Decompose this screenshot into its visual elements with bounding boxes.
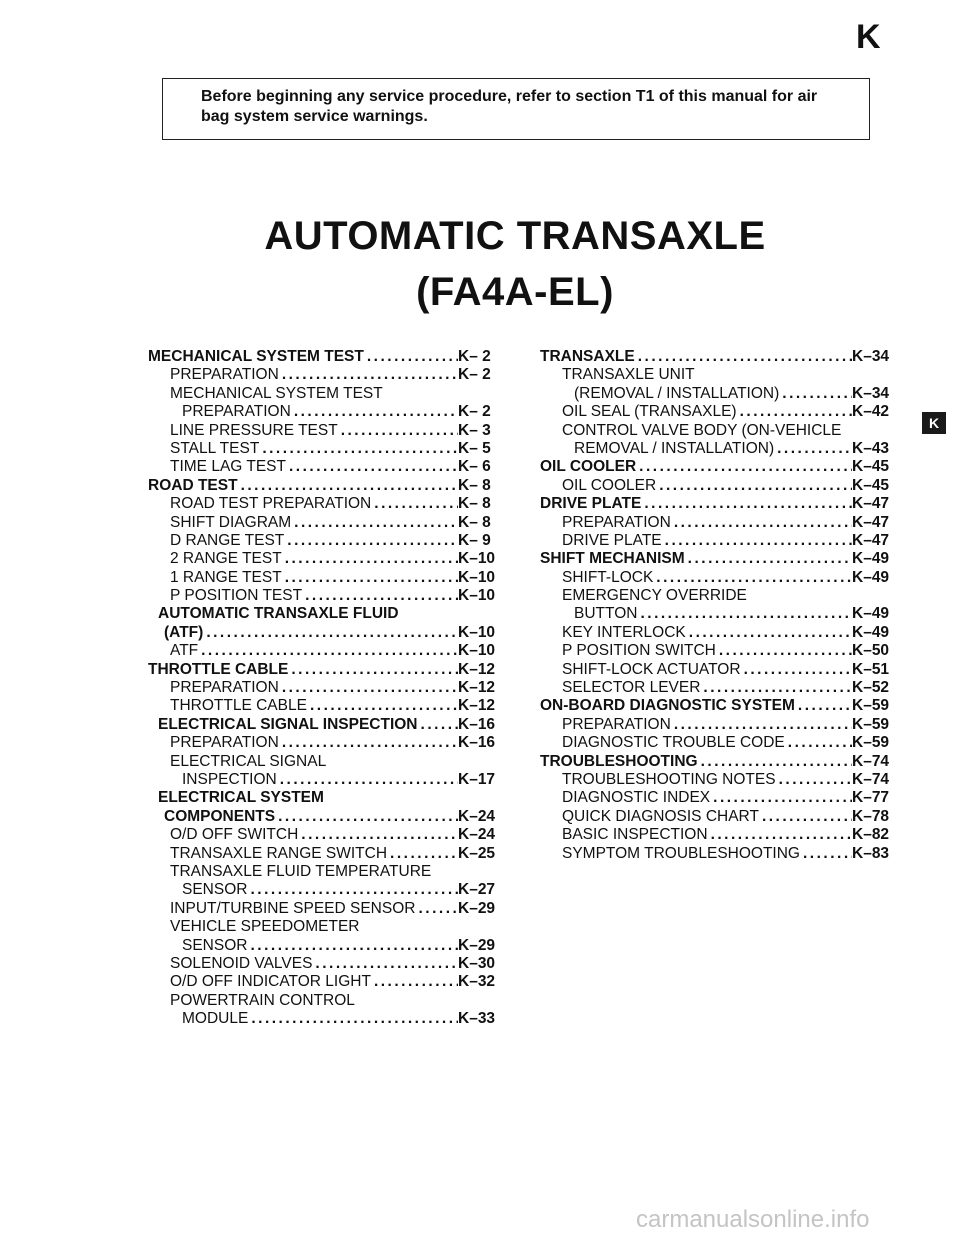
toc-entry-page: K–24 <box>458 826 496 844</box>
toc-dot-leader <box>641 495 852 513</box>
toc-entry-label: SENSOR <box>182 881 248 899</box>
toc-dot-leader <box>800 845 852 863</box>
toc-entry-label: D RANGE TEST <box>170 531 285 549</box>
toc-entry-page: K–10 <box>458 550 496 568</box>
toc-entry[interactable] <box>540 808 896 826</box>
toc-entry-label: STALL TEST <box>170 439 260 457</box>
toc-entry-label: MODULE <box>182 1010 249 1028</box>
toc-entry[interactable] <box>148 403 502 421</box>
toc-entry[interactable] <box>540 734 896 752</box>
toc-entry[interactable] <box>148 440 502 458</box>
toc-entry-label: (REMOVAL / INSTALLATION) <box>574 384 780 402</box>
toc-entry-label: INPUT/TURBINE SPEED SENSOR <box>170 899 416 917</box>
toc-entry-label: OIL SEAL (TRANSAXLE) <box>562 403 737 421</box>
toc-entry-label: ATF <box>170 642 199 660</box>
toc-entry-page: K–59 <box>852 715 890 733</box>
toc-entry[interactable] <box>148 1010 502 1028</box>
toc-entry[interactable] <box>540 789 896 807</box>
toc-entry-label: SELECTOR LEVER <box>562 679 701 697</box>
toc-entry[interactable] <box>540 422 896 440</box>
toc-entry-label: DRIVE PLATE <box>540 495 642 513</box>
toc-dot-leader <box>686 624 852 642</box>
toc-dot-leader <box>248 1010 458 1028</box>
toc-entry-page: K–42 <box>852 403 890 421</box>
toc-dot-leader <box>700 679 852 697</box>
toc-entry-label: BASIC INSPECTION <box>562 826 708 844</box>
toc-entry[interactable] <box>148 918 502 936</box>
toc-entry-label: SOLENOID VALVES <box>170 954 313 972</box>
toc-entry-page: K–49 <box>852 623 890 641</box>
toc-dot-leader <box>741 661 852 679</box>
section-tab-marker[interactable]: K <box>922 412 946 434</box>
toc-entry-page: K–49 <box>852 605 890 623</box>
toc-entry-label: ON-BOARD DIAGNOSTIC SYSTEM <box>540 697 795 715</box>
toc-entry-page: K– 2 <box>458 366 491 384</box>
section-letter: K <box>856 18 881 56</box>
toc-dot-leader <box>291 403 458 421</box>
toc-entry-page: K–16 <box>458 734 496 752</box>
toc-entry-page: K–78 <box>852 807 890 825</box>
toc-entry-page: K–45 <box>852 476 890 494</box>
toc-entry[interactable] <box>148 458 502 476</box>
toc-entry-page: K– 6 <box>458 458 491 476</box>
toc-entry[interactable] <box>540 845 896 863</box>
toc-entry-page: K–32 <box>458 973 496 991</box>
toc-entry-label: TROUBLESHOOTING NOTES <box>562 770 776 788</box>
toc-entry[interactable] <box>148 697 502 715</box>
toc-entry[interactable] <box>148 366 502 384</box>
toc-entry-page: K–12 <box>458 697 496 715</box>
toc-dot-leader <box>636 458 852 476</box>
toc-dot-leader <box>284 532 458 550</box>
toc-dot-leader <box>387 845 458 863</box>
toc-entry[interactable] <box>148 753 502 771</box>
toc-entry[interactable] <box>148 514 502 532</box>
toc-entry[interactable] <box>148 422 502 440</box>
toc-dot-leader <box>247 881 458 899</box>
toc-entry[interactable] <box>540 605 896 623</box>
toc-entry[interactable] <box>148 716 502 734</box>
toc-entry-page: K–17 <box>458 770 496 788</box>
toc-entry-label: DIAGNOSTIC INDEX <box>562 789 711 807</box>
toc-entry[interactable] <box>148 495 502 513</box>
toc-dot-leader <box>671 514 852 532</box>
toc-entry[interactable] <box>540 440 896 458</box>
toc-entry-page: K– 2 <box>458 403 491 421</box>
toc-entry-page: K–51 <box>852 660 890 678</box>
toc-dot-leader <box>418 716 458 734</box>
warning-notice-box <box>162 78 870 140</box>
toc-dot-leader <box>288 661 458 679</box>
toc-entry[interactable] <box>540 697 896 715</box>
toc-entry-page: K–52 <box>852 679 890 697</box>
toc-entry-page: K–12 <box>458 679 496 697</box>
toc-entry-label: CONTROL VALVE BODY (ON-VEHICLE <box>562 421 842 439</box>
toc-entry[interactable] <box>148 587 502 605</box>
page-title: AUTOMATIC TRANSAXLE <box>264 214 766 258</box>
toc-entry[interactable] <box>148 624 502 642</box>
toc-left-column <box>148 348 502 1028</box>
toc-dot-leader <box>279 679 458 697</box>
toc-dot-leader <box>371 973 458 991</box>
toc-entry-label: TROUBLESHOOTING <box>540 752 698 770</box>
toc-entry[interactable] <box>148 789 502 807</box>
toc-entry-label: ELECTRICAL SIGNAL INSPECTION <box>158 715 418 733</box>
toc-dot-leader <box>307 697 458 715</box>
toc-entry-label: TIME LAG TEST <box>170 458 286 476</box>
toc-entry-label: TRANSAXLE RANGE SWITCH <box>170 844 388 862</box>
toc-entry-page: K–74 <box>852 770 890 788</box>
toc-entry-label: INSPECTION <box>182 770 277 788</box>
toc-entry-page: K–10 <box>458 568 496 586</box>
toc-dot-leader <box>203 624 458 642</box>
toc-dot-leader <box>259 440 458 458</box>
toc-entry-page: K–83 <box>852 844 890 862</box>
toc-entry-label: TRANSAXLE UNIT <box>562 366 695 384</box>
toc-entry-label: SHIFT MECHANISM <box>540 550 685 568</box>
toc-entry-page: K–10 <box>458 623 496 641</box>
toc-entry[interactable] <box>540 495 896 513</box>
toc-entry[interactable] <box>148 642 502 660</box>
toc-entry-page: K–16 <box>458 715 496 733</box>
toc-dot-leader <box>238 477 458 495</box>
toc-dot-leader <box>198 642 458 660</box>
toc-entry[interactable] <box>148 937 502 955</box>
toc-entry-label: O/D OFF INDICATOR LIGHT <box>170 973 371 991</box>
toc-entry[interactable] <box>148 661 502 679</box>
toc-entry-label: QUICK DIAGNOSIS CHART <box>562 807 759 825</box>
toc-dot-leader <box>716 642 852 660</box>
toc-entry[interactable] <box>148 348 502 366</box>
toc-dot-leader <box>779 385 852 403</box>
toc-entry[interactable] <box>540 679 896 697</box>
toc-dot-leader <box>737 403 852 421</box>
toc-dot-leader <box>662 532 852 550</box>
toc-entry[interactable] <box>148 771 502 789</box>
toc-entry[interactable] <box>540 826 896 844</box>
toc-entry-label: P POSITION SWITCH <box>562 642 716 660</box>
toc-entry[interactable] <box>148 973 502 991</box>
toc-entry-label: SHIFT-LOCK <box>562 568 654 586</box>
toc-entry[interactable] <box>540 348 896 366</box>
toc-entry-page: K– 5 <box>458 439 491 457</box>
toc-entry-page: K–10 <box>458 587 496 605</box>
toc-entry[interactable] <box>540 403 896 421</box>
toc-entry-label: ELECTRICAL SYSTEM <box>158 789 324 807</box>
toc-entry-label: BUTTON <box>574 605 638 623</box>
toc-dot-leader <box>282 569 458 587</box>
toc-entry-label: 1 RANGE TEST <box>170 568 282 586</box>
toc-entry-label: AUTOMATIC TRANSAXLE FLUID <box>158 605 399 623</box>
toc-entry-label: THROTTLE CABLE <box>148 660 289 678</box>
toc-entry-label: VEHICLE SPEEDOMETER <box>170 918 360 936</box>
toc-entry[interactable] <box>148 900 502 918</box>
toc-entry-label: SHIFT DIAGRAM <box>170 513 292 531</box>
toc-entry[interactable] <box>148 808 502 826</box>
toc-dot-leader <box>637 605 852 623</box>
toc-entry-page: K–47 <box>852 513 890 531</box>
toc-entry[interactable] <box>540 661 896 679</box>
toc-entry-label: PREPARATION <box>170 679 279 697</box>
toc-entry[interactable] <box>148 863 502 881</box>
toc-dot-leader <box>371 495 458 513</box>
toc-dot-leader <box>776 771 852 789</box>
toc-entry-label: SYMPTOM TROUBLESHOOTING <box>562 844 800 862</box>
toc-dot-leader <box>298 826 458 844</box>
toc-dot-leader <box>282 550 458 568</box>
toc-entry-page: K–50 <box>852 642 890 660</box>
toc-dot-leader <box>312 955 458 973</box>
toc-entry-label: TRANSAXLE FLUID TEMPERATURE <box>170 862 432 880</box>
toc-dot-leader <box>364 348 458 366</box>
toc-entry-label: P POSITION TEST <box>170 587 303 605</box>
watermark: carmanualsonline.info <box>636 1206 870 1233</box>
toc-entry[interactable] <box>540 366 896 384</box>
toc-entry[interactable] <box>540 569 896 587</box>
toc-entry-label: THROTTLE CABLE <box>170 697 307 715</box>
toc-dot-leader <box>795 697 852 715</box>
toc-entry-page: K– 9 <box>458 531 491 549</box>
toc-entry-label: POWERTRAIN CONTROL <box>170 991 355 1009</box>
toc-entry[interactable] <box>148 734 502 752</box>
toc-entry-page: K–24 <box>458 807 496 825</box>
toc-entry-page: K– 3 <box>458 421 491 439</box>
toc-entry-label: DIAGNOSTIC TROUBLE CODE <box>562 734 785 752</box>
toc-dot-leader <box>710 789 852 807</box>
toc-entry-label: (ATF) <box>164 623 204 641</box>
toc-entry-page: K–49 <box>852 568 890 586</box>
toc-entry-label: OIL COOLER <box>562 476 657 494</box>
toc-entry-page: K–34 <box>852 348 890 365</box>
toc-entry[interactable] <box>540 753 896 771</box>
toc-entry-page: K–12 <box>458 660 496 678</box>
toc-entry[interactable] <box>540 642 896 660</box>
toc-dot-leader <box>277 771 458 789</box>
toc-dot-leader <box>275 808 458 826</box>
toc-entry-page: K–33 <box>458 1010 496 1028</box>
toc-entry[interactable] <box>540 514 896 532</box>
toc-dot-leader <box>685 550 852 568</box>
toc-entry-label: LINE PRESSURE TEST <box>170 421 338 439</box>
toc-entry-label: O/D OFF SWITCH <box>170 826 299 844</box>
toc-entry-label: DRIVE PLATE <box>562 531 662 549</box>
toc-entry-page: K–49 <box>852 550 890 568</box>
toc-entry-label: ROAD TEST PREPARATION <box>170 495 372 513</box>
toc-entry-label: EMERGENCY OVERRIDE <box>562 587 747 605</box>
toc-entry[interactable] <box>148 532 502 550</box>
toc-entry[interactable] <box>148 550 502 568</box>
toc-entry-page: K– 8 <box>458 476 491 494</box>
toc-entry[interactable] <box>540 624 896 642</box>
toc-entry-page: K– 8 <box>458 495 491 513</box>
toc-entry-label: PREPARATION <box>562 513 671 531</box>
toc-entry-label: PREPARATION <box>182 403 291 421</box>
toc-entry[interactable] <box>540 550 896 568</box>
toc-entry-label: PREPARATION <box>562 715 671 733</box>
toc-entry[interactable] <box>540 716 896 734</box>
toc-entry-label: ROAD TEST <box>148 476 238 494</box>
toc-dot-leader <box>247 937 458 955</box>
toc-entry-page: K–74 <box>852 752 890 770</box>
toc-dot-leader <box>302 587 458 605</box>
toc-entry[interactable] <box>540 477 896 495</box>
toc-entry[interactable] <box>148 881 502 899</box>
toc-entry[interactable] <box>148 826 502 844</box>
toc-dot-leader <box>759 808 852 826</box>
toc-dot-leader <box>286 458 458 476</box>
toc-entry-label: PREPARATION <box>170 734 279 752</box>
toc-dot-leader <box>698 753 852 771</box>
toc-dot-leader <box>774 440 852 458</box>
toc-entry[interactable] <box>540 587 896 605</box>
toc-entry[interactable] <box>148 845 502 863</box>
toc-dot-leader <box>279 366 458 384</box>
toc-entry-page: K–10 <box>458 642 496 660</box>
toc-entry[interactable] <box>540 385 896 403</box>
toc-dot-leader <box>279 734 458 752</box>
toc-entry-label: COMPONENTS <box>164 807 276 825</box>
toc-entry-page: K–34 <box>852 384 890 402</box>
toc-entry-page: K–47 <box>852 531 890 549</box>
toc-entry-page: K–27 <box>458 881 496 899</box>
toc-dot-leader <box>338 422 458 440</box>
toc-entry-page: K–29 <box>458 899 496 917</box>
toc-entry[interactable] <box>148 605 502 623</box>
toc-entry[interactable] <box>148 955 502 973</box>
toc-dot-leader <box>635 348 852 366</box>
toc-entry[interactable] <box>148 679 502 697</box>
toc-dot-leader <box>656 477 852 495</box>
toc-entry-label: ELECTRICAL SIGNAL <box>170 752 327 770</box>
toc-dot-leader <box>291 514 458 532</box>
warning-notice-text: Before beginning any service procedure, refer to section T1 of this manual for air bag system service warnings. <box>201 88 818 125</box>
toc-entry-page: K–25 <box>458 844 496 862</box>
toc-entry-label: 2 RANGE TEST <box>170 550 282 568</box>
toc-dot-leader <box>708 826 852 844</box>
toc-entry-label: KEY INTERLOCK <box>562 623 686 641</box>
page-subtitle: (FA4A-EL) <box>416 270 614 314</box>
toc-entry[interactable] <box>148 385 502 403</box>
toc-entry-page: K– 8 <box>458 513 491 531</box>
toc-entry[interactable] <box>540 458 896 476</box>
toc-entry-label: MECHANICAL SYSTEM TEST <box>148 348 364 365</box>
toc-entry-page: K–82 <box>852 826 890 844</box>
toc-dot-leader <box>653 569 852 587</box>
toc-dot-leader <box>415 900 458 918</box>
toc-entry-page: K–59 <box>852 697 890 715</box>
toc-entry-page: K–30 <box>458 954 496 972</box>
toc-entry-page: K–43 <box>852 439 890 457</box>
toc-entry-label: REMOVAL / INSTALLATION) <box>574 439 775 457</box>
toc-entry-page: K–47 <box>852 495 890 513</box>
toc-entry-page: K–59 <box>852 734 890 752</box>
toc-entry[interactable] <box>540 532 896 550</box>
toc-entry-page: K– 2 <box>458 348 491 365</box>
toc-entry[interactable] <box>148 569 502 587</box>
toc-dot-leader <box>671 716 852 734</box>
toc-entry-label: SENSOR <box>182 936 248 954</box>
toc-entry[interactable] <box>148 477 502 495</box>
toc-entry-page: K–45 <box>852 458 890 476</box>
toc-entry-label: MECHANICAL SYSTEM TEST <box>170 384 383 402</box>
toc-right-column <box>540 348 896 863</box>
toc-entry-label: SHIFT-LOCK ACTUATOR <box>562 660 741 678</box>
toc-entry-page: K–29 <box>458 936 496 954</box>
toc-entry-label: PREPARATION <box>170 366 279 384</box>
toc-entry-label: TRANSAXLE <box>540 348 635 365</box>
toc-entry-label: OIL COOLER <box>540 458 637 476</box>
toc-entry[interactable] <box>148 992 502 1010</box>
toc-dot-leader <box>785 734 852 752</box>
toc-entry-page: K–77 <box>852 789 890 807</box>
toc-entry[interactable] <box>540 771 896 789</box>
